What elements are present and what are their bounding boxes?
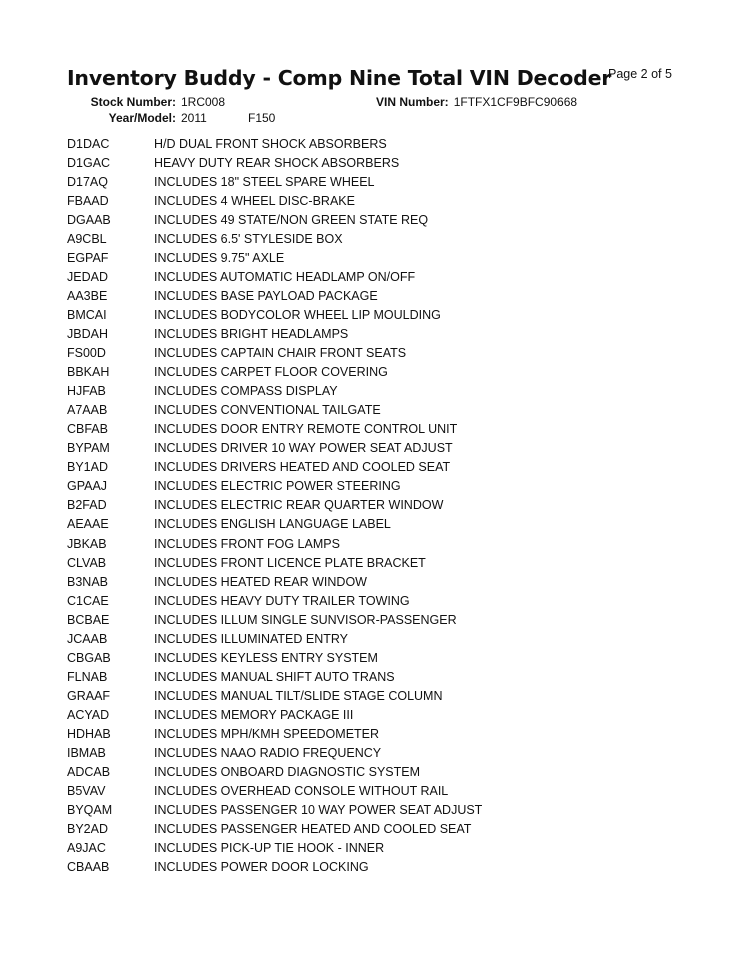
option-row [67, 610, 482, 629]
page-number: Page 2 of 5 [608, 67, 672, 81]
option-code: BY2AD [67, 822, 108, 837]
option-description: INCLUDES CONVENTIONAL TAILGATE [154, 403, 381, 418]
option-code: HDHAB [67, 726, 111, 741]
option-description: INCLUDES PICK-UP TIE HOOK - INNER [154, 841, 385, 856]
stock-number-label: Stock Number: [90, 95, 176, 109]
option-row [67, 363, 482, 382]
option-row [67, 553, 482, 572]
option-row [67, 210, 482, 229]
option-code: GPAAJ [67, 479, 108, 494]
vin-number-field [376, 95, 577, 109]
option-description: INCLUDES 4 WHEEL DISC-BRAKE [154, 193, 355, 208]
option-row [67, 439, 482, 458]
option-description: INCLUDES PASSENGER 10 WAY POWER SEAT ADJUST [154, 803, 483, 818]
option-description: H/D DUAL FRONT SHOCK ABSORBERS [154, 136, 387, 151]
option-row [67, 324, 482, 343]
option-description: INCLUDES CAPTAIN CHAIR FRONT SEATS [154, 346, 407, 361]
option-description: INCLUDES ILLUM SINGLE SUNVISOR-PASSENGER [154, 612, 457, 627]
option-description: INCLUDES DRIVERS HEATED AND COOLED SEAT [154, 460, 451, 475]
option-code: JEDAD [67, 269, 108, 284]
option-row [67, 820, 482, 839]
option-description: INCLUDES MANUAL TILT/SLIDE STAGE COLUMN [154, 688, 443, 703]
option-row [67, 458, 482, 477]
option-description: INCLUDES ELECTRIC POWER STEERING [154, 479, 401, 494]
option-code: EGPAF [67, 250, 109, 265]
model-value: F150 [248, 111, 276, 125]
option-row [67, 591, 482, 610]
option-description: INCLUDES MEMORY PACKAGE III [154, 707, 354, 722]
option-code: JCAAB [67, 631, 108, 646]
option-description: INCLUDES 18" STEEL SPARE WHEEL [154, 174, 375, 189]
option-description: INCLUDES 9.75" AXLE [154, 250, 285, 265]
option-code: DGAAB [67, 212, 111, 227]
stock-number-field [88, 95, 225, 109]
option-row [67, 229, 482, 248]
option-code: CLVAB [67, 555, 107, 570]
option-row [67, 724, 482, 743]
option-code: FS00D [67, 346, 106, 361]
option-row [67, 401, 482, 420]
option-row [67, 420, 482, 439]
option-code: D1DAC [67, 136, 110, 151]
option-code: ACYAD [67, 707, 110, 722]
option-row [67, 744, 482, 763]
option-code: CBFAB [67, 422, 108, 437]
option-row [67, 648, 482, 667]
option-code: GRAAF [67, 688, 111, 703]
option-row [67, 667, 482, 686]
option-code: C1CAE [67, 593, 109, 608]
option-row [67, 705, 482, 724]
option-code: FBAAD [67, 193, 109, 208]
option-code: JBDAH [67, 326, 108, 341]
option-description: INCLUDES CARPET FLOOR COVERING [154, 365, 388, 380]
option-description: INCLUDES MPH/KMH SPEEDOMETER [154, 726, 380, 741]
option-row [67, 344, 482, 363]
stock-number-value: 1RC008 [181, 95, 226, 109]
option-code: B3NAB [67, 574, 108, 589]
option-code: BCBAE [67, 612, 110, 627]
vin-number-label: VIN Number: [376, 95, 449, 109]
option-row [67, 839, 482, 858]
option-description: INCLUDES BODYCOLOR WHEEL LIP MOULDING [154, 307, 441, 322]
option-description: INCLUDES BRIGHT HEADLAMPS [154, 326, 349, 341]
option-code: JBKAB [67, 536, 107, 551]
option-description: INCLUDES DRIVER 10 WAY POWER SEAT ADJUST [154, 441, 453, 456]
option-code: BBKAH [67, 365, 110, 380]
option-description: INCLUDES AUTOMATIC HEADLAMP ON/OFF [154, 269, 416, 284]
year-model-field [88, 111, 276, 125]
option-code: BMCAI [67, 307, 107, 322]
option-code: CBGAB [67, 650, 111, 665]
option-row [67, 629, 482, 648]
option-description: INCLUDES FRONT LICENCE PLATE BRACKET [154, 555, 426, 570]
option-code: BYQAM [67, 803, 113, 818]
option-code: A9JAC [67, 841, 106, 856]
option-row [67, 305, 482, 324]
option-row [67, 382, 482, 401]
option-code: AEAAE [67, 517, 109, 532]
option-description: INCLUDES PASSENGER HEATED AND COOLED SEAT [154, 822, 472, 837]
option-code: CBAAB [67, 860, 110, 875]
option-description: INCLUDES NAAO RADIO FREQUENCY [154, 746, 382, 761]
option-code: B2FAD [67, 498, 107, 513]
option-code: BYPAM [67, 441, 110, 456]
option-code: A7AAB [67, 403, 108, 418]
option-code: IBMAB [67, 746, 106, 761]
option-row [67, 782, 482, 801]
option-description: HEAVY DUTY REAR SHOCK ABSORBERS [154, 155, 400, 170]
option-row [67, 496, 482, 515]
option-description: INCLUDES ONBOARD DIAGNOSTIC SYSTEM [154, 765, 421, 780]
option-code: A9CBL [67, 231, 107, 246]
option-code: FLNAB [67, 669, 108, 684]
year-value: 2011 [181, 111, 207, 125]
option-description: INCLUDES BASE PAYLOAD PACKAGE [154, 288, 378, 303]
option-row [67, 153, 482, 172]
option-code: BY1AD [67, 460, 108, 475]
option-row [67, 172, 482, 191]
option-description: INCLUDES 6.5' STYLESIDE BOX [154, 231, 343, 246]
option-row [67, 191, 482, 210]
option-description: INCLUDES ENGLISH LANGUAGE LABEL [154, 517, 391, 532]
option-code-list [67, 134, 482, 877]
option-description: INCLUDES MANUAL SHIFT AUTO TRANS [154, 669, 395, 684]
option-row [67, 858, 482, 877]
option-description: INCLUDES POWER DOOR LOCKING [154, 860, 369, 875]
option-row [67, 763, 482, 782]
vin-number-value: 1FTFX1CF9BFC90668 [453, 95, 578, 109]
option-row [67, 477, 482, 496]
option-row [67, 515, 482, 534]
option-row [67, 248, 482, 267]
option-description: INCLUDES FRONT FOG LAMPS [154, 536, 340, 551]
option-description: INCLUDES HEATED REAR WINDOW [154, 574, 367, 589]
option-row [67, 686, 482, 705]
option-code: HJFAB [67, 384, 106, 399]
option-description: INCLUDES DOOR ENTRY REMOTE CONTROL UNIT [154, 422, 458, 437]
option-code: ADCAB [67, 765, 111, 780]
option-description: INCLUDES OVERHEAD CONSOLE WITHOUT RAIL [154, 784, 449, 799]
year-model-label: Year/Model: [108, 111, 176, 125]
page-title: Inventory Buddy - Comp Nine Total VIN Decoder [67, 66, 612, 90]
option-description: INCLUDES KEYLESS ENTRY SYSTEM [154, 650, 378, 665]
option-code: D17AQ [67, 174, 108, 189]
option-row [67, 267, 482, 286]
option-row [67, 572, 482, 591]
option-code: D1GAC [67, 155, 111, 170]
option-row [67, 134, 482, 153]
option-description: INCLUDES ELECTRIC REAR QUARTER WINDOW [154, 498, 444, 513]
option-description: INCLUDES 49 STATE/NON GREEN STATE REQ [154, 212, 429, 227]
option-row [67, 801, 482, 820]
option-row [67, 286, 482, 305]
option-description: INCLUDES ILLUMINATED ENTRY [154, 631, 349, 646]
option-description: INCLUDES COMPASS DISPLAY [154, 384, 338, 399]
option-code: B5VAV [67, 784, 106, 799]
option-code: AA3BE [67, 288, 108, 303]
option-description: INCLUDES HEAVY DUTY TRAILER TOWING [154, 593, 410, 608]
option-row [67, 534, 482, 553]
